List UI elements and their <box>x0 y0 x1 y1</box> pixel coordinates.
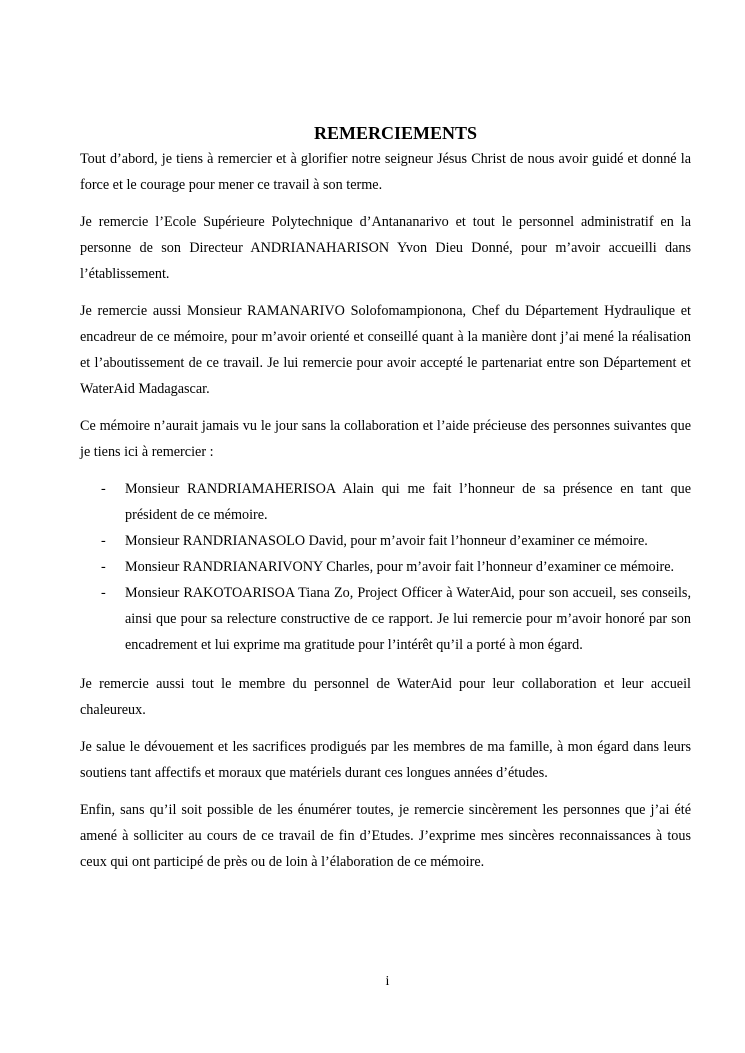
thanks-list <box>80 476 691 658</box>
list-item-text: Monsieur RANDRIANASOLO David, pour m’avoir fait l’honneur d’examiner ce mémoire. <box>125 533 648 549</box>
paragraph-intro: Tout d’abord, je tiens à remercier et à glorifier notre seigneur Jésus Christ de nous avoir guidé et donné la force et le courage pour mener ce travail à son terme. <box>80 151 691 193</box>
list-item <box>80 476 691 528</box>
paragraph-family: Je salue le dévouement et les sacrifices prodigués par les membres de ma famille, à mon égard dans leurs soutiens tant affectifs et moraux que matériels durant ces longues années d’études. <box>80 739 691 781</box>
list-dash: - <box>101 585 106 601</box>
list-item <box>80 528 691 554</box>
list-item-text: Monsieur RANDRIANARIVONY Charles, pour m’avoir fait l’honneur d’examiner ce mémoire. <box>125 559 675 575</box>
paragraph-supervisor: Je remercie aussi Monsieur RAMANARIVO Solofomampionona, Chef du Département Hydraulique et encadreur de ce mémoire, pour m’avoir orienté et conseillé quant à la manière dont j’ai mené la réalisation et l’aboutissement de ce travail. Je lui remercie pour avoir accepté le partenariat entre son Département et WaterAid Madagascar. <box>80 303 691 397</box>
document-page <box>80 120 691 886</box>
paragraph-list-intro: Ce mémoire n’aurait jamais vu le jour sans la collaboration et l’aide précieuse des personnes suivantes que je tiens ici à remercier : <box>80 418 691 460</box>
list-dash: - <box>101 533 106 549</box>
page-number: i <box>385 974 390 989</box>
list-item <box>80 580 691 658</box>
paragraph-wateraid-staff: Je remercie aussi tout le membre du personnel de WaterAid pour leur collaboration et leur accueil chaleureux. <box>80 676 691 718</box>
paragraph-school: Je remercie l’Ecole Supérieure Polytechnique d’Antananarivo et tout le personnel administratif en la personne de son Directeur ANDRIANAHARISON Yvon Dieu Donné, pour m’avoir accueilli dans l’établissement. <box>80 214 691 282</box>
list-dash: - <box>101 559 106 575</box>
list-item <box>80 554 691 580</box>
list-item-text: Monsieur RANDRIAMAHERISOA Alain qui me fait l’honneur de sa présence en tant que président de ce mémoire. <box>125 481 691 523</box>
list-item-text: Monsieur RAKOTOARISOA Tiana Zo, Project Officer à WaterAid, pour son accueil, ses conseils, ainsi que pour sa relecture constructive de ce rapport. Je lui remercie pour m’avoir honoré par son encadrement et lui exprime ma gratitude pour l’intérêt qu’il a porté à mon égard. <box>125 585 691 653</box>
page-title: REMERCIEMENTS <box>313 123 478 143</box>
paragraph-closing: Enfin, sans qu’il soit possible de les énumérer toutes, je remercie sincèrement les personnes que j’ai été amené à solliciter au cours de ce travail de fin d’Etudes. J’exprime mes sincères reconnaissances à tous ceux qui ont participé de près ou de loin à l’élaboration de ce mémoire. <box>80 802 691 870</box>
list-dash: - <box>101 481 106 497</box>
